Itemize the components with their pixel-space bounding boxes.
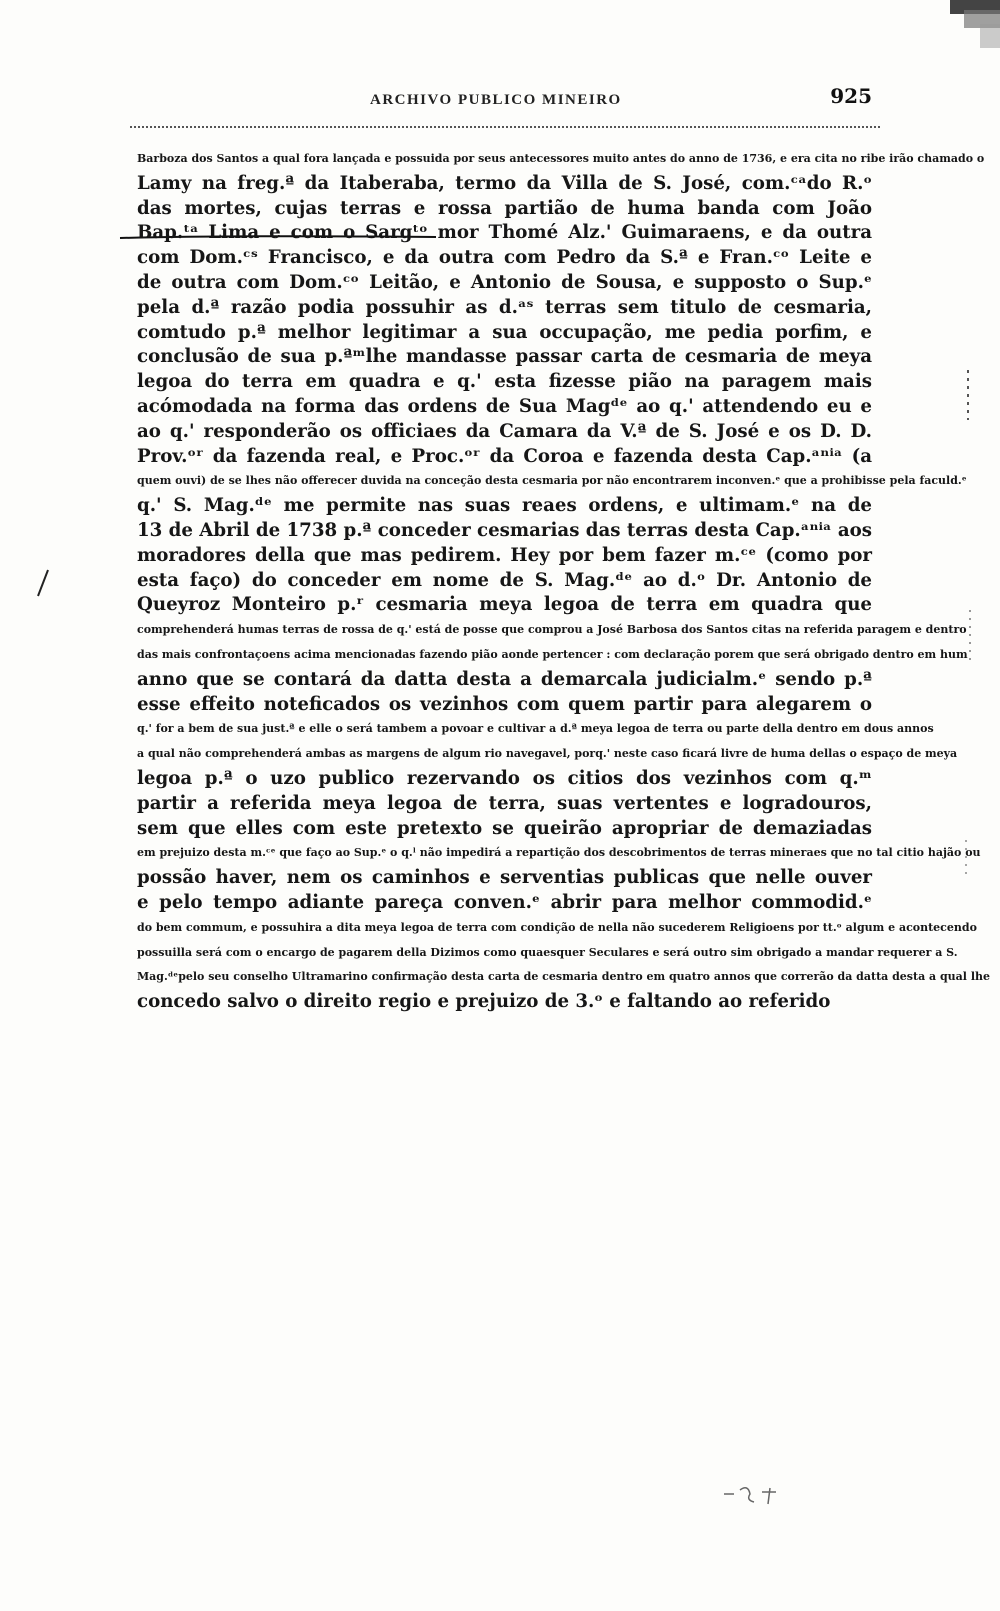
text-line: comtudo p.ª melhor legitimar a sua occupação, me pedia porfim, e <box>137 321 872 343</box>
right-edge-marks <box>958 160 978 1160</box>
text-line: das mais confrontaçoens acima mencionadas fazendo pião aonde pertencer : com declaração porem que será obrigado dentro em hum <box>137 647 968 661</box>
text-line: concedo salvo o direito regio e prejuizo de 3.ᵒ e faltando ao referido <box>137 991 831 1013</box>
text-line: Lamy na freg.ª da Itaberaba, termo da Villa de S. José, com.ᶜᵃdo R.ᵒ <box>137 172 872 194</box>
text-line: acómodada na forma das ordens de Sua Magᵈᵉ ao q.' attendendo eu e <box>137 395 872 417</box>
text-line: a qual não comprehenderá ambas as margens de algum rio navegavel, porq.' neste caso ficará livre de huma dellas o espaço de meya <box>137 747 958 761</box>
text-line: de outra com Dom.ᶜᵒ Leitão, e Antonio de Sousa, e supposto o Sup.ᵉ <box>137 271 872 293</box>
text-line: legoa p.ª o uzo publico rezervando os citios dos vezinhos com q.ᵐ <box>137 767 872 789</box>
running-head: ARCHIVO PUBLICO MINEIRO <box>370 92 622 108</box>
text-line: Bap.ᵗᵃ Lima e com o Sargᵗᵒ mor Thomé Alz.' Guimaraens, e da outra <box>137 222 872 244</box>
text-line: Prov.ᵒʳ da fazenda real, e Proc.ᵒʳ da Coroa e fazenda desta Cap.ᵃⁿⁱᵃ (a <box>137 445 872 467</box>
header-rule <box>130 126 880 128</box>
text-line: 13 de Abril de 1738 p.ª conceder cesmarias das terras desta Cap.ᵃⁿⁱᵃ aos <box>137 519 872 541</box>
text-line: em prejuizo desta m.ᶜᵉ que faço ao Sup.ᵉ o q.ˡ não impedirá a repartição dos descobrimentos de terras mineraes que no tal citio hajão ou <box>137 846 981 860</box>
text-line: q.' S. Mag.ᵈᵉ me permite nas suas reaes ordens, e ultimam.ᵉ na de <box>137 495 872 517</box>
text-line: pela d.ª razão podia possuhir as d.ᵃˢ terras sem titulo de cesmaria, <box>137 296 872 318</box>
text-line: possuilla será com o encargo de pagarem della Dizimos como quaesquer Seculares e será outro sim obrigado a mandar requerer a S. <box>137 945 958 959</box>
text-line: partir a referida meya legoa de terra, suas vertentes e logradouros, <box>137 792 872 814</box>
page-number: 925 <box>830 84 872 108</box>
text-line: Mag.ᵈᵉpelo seu conselho Ultramarino confirmação desta carta de cesmaria dentro em quatro annos que correrão da datta desta a qual lhe <box>137 970 990 984</box>
text-line: do bem commum, e possuhira a dita meya legoa de terra com condição de nella não sucederem Religioens por tt.ᵒ algum e acontecendo <box>137 920 977 934</box>
text-line: e pelo tempo adiante pareça conven.ᵉ abrir para melhor commodid.ᵉ <box>137 891 872 913</box>
text-line: q.' for a bem de sua just.ª e elle o será tambem a povoar e cultivar a d.ª meya legoa de terra ou parte della dentro em dous annos <box>137 722 934 736</box>
bottom-scribble <box>720 1480 800 1510</box>
text-line: moradores della que mas pedirem. Hey por bem fazer m.ᶜᵉ (como por <box>137 544 872 566</box>
page-header <box>130 84 880 120</box>
text-line: com Dom.ᶜˢ Francisco, e da outra com Pedro da S.ª e Fran.ᶜᵒ Leite e <box>137 247 872 269</box>
text-line: ao q.' responderão os officiaes da Camara da V.ª de S. José e os D. D. <box>137 420 872 442</box>
text-line: esse effeito noteficados os vezinhos com quem partir para alegarem o <box>137 693 872 715</box>
text-line: conclusão de sua p.ªᵐlhe mandasse passar carta de cesmaria de meya <box>137 346 872 368</box>
text-line: esta faço) do conceder em nome de S. Mag.ᵈᵉ ao d.ᵒ Dr. Antonio de <box>137 569 872 591</box>
scan-artifact <box>890 0 1000 50</box>
text-line: das mortes, cujas terras e rossa partião de huma banda com João <box>137 197 872 219</box>
text-line: Barboza dos Santos a qual fora lançada e possuida por seus antecessores muito antes do anno de 1736, e era cita no ribe irão chamado o <box>137 152 985 165</box>
text-line: sem que elles com este pretexto se queirão apropriar de demaziadas <box>137 817 872 839</box>
text-line: legoa do terra em quadra e q.' esta fizesse pião na paragem mais <box>137 371 872 393</box>
text-line: quem ouvi) de se lhes não offerecer duvida na conceção desta cesmaria por não encontrarem inconven.ᵉ que a prohibisse pela faculd.ᵉ <box>137 474 967 488</box>
text-line: Queyroz Monteiro p.ʳ cesmaria meya legoa de terra em quadra que <box>137 594 872 616</box>
text-line: possão haver, nem os caminhos e serventias publicas que nelle ouver <box>137 867 872 889</box>
text-line: comprehenderá humas terras de rossa de q.' está de posse que comprou a José Barbosa dos Santos citas na referida paragem e dentro <box>137 623 967 637</box>
margin-pencil-mark <box>34 568 54 598</box>
body-text <box>137 147 990 1015</box>
text-line: anno que se contará da datta desta a demarcala judicialm.ᵉ sendo p.ª <box>137 668 872 690</box>
